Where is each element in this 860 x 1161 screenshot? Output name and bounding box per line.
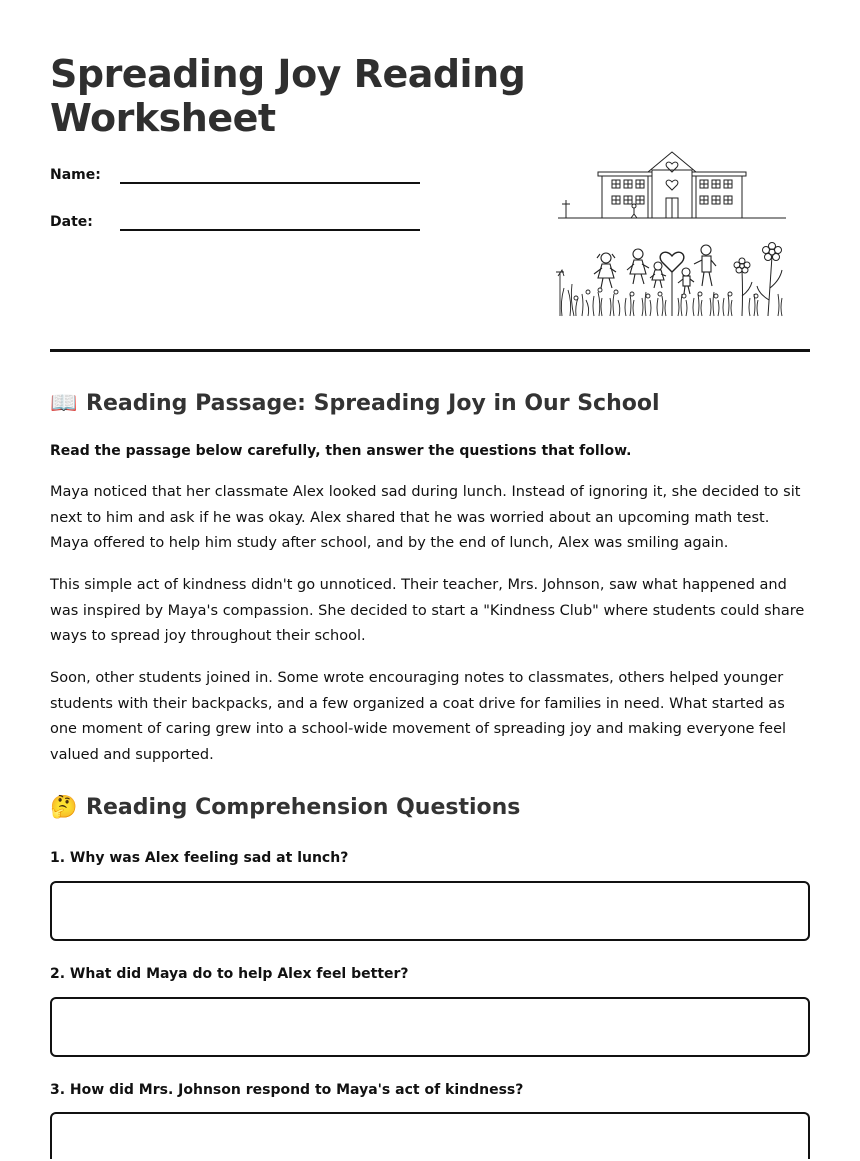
questions-heading — [50, 794, 520, 822]
header-divider — [50, 349, 810, 352]
question-3: 3. How did Mrs. Johnson respond to Maya's act of kindness? — [50, 1082, 524, 1098]
name-label: Name: — [50, 167, 101, 183]
answer-box-2[interactable] — [50, 997, 810, 1057]
name-input-line[interactable] — [120, 182, 420, 184]
name-field-row — [50, 166, 420, 190]
question-1: 1. Why was Alex feeling sad at lunch? — [50, 850, 349, 866]
book-icon: 📖 — [50, 391, 78, 416]
passage-instructions: Read the passage below carefully, then answer the questions that follow. — [50, 443, 632, 459]
passage-paragraph-1: Maya noticed that her classmate Alex looked sad during lunch. Instead of ignoring it, she decided to sit next to him and ask if he was okay. Alex shared that he was worried about an upcoming math test. Maya offered to help him study after school, and by the end of lunch, Alex was smiling again. — [50, 484, 801, 551]
passage-heading — [50, 390, 660, 418]
date-input-line[interactable] — [120, 229, 420, 231]
questions-heading-text: Reading Comprehension Questions — [86, 795, 521, 820]
question-2: 2. What did Maya do to help Alex feel better? — [50, 966, 409, 982]
answer-box-1[interactable] — [50, 881, 810, 941]
school-children-flowers-illustration — [554, 148, 790, 320]
date-field-row — [50, 213, 420, 237]
thinking-face-icon: 🤔 — [50, 795, 78, 820]
passage-paragraph-2: This simple act of kindness didn't go unnoticed. Their teacher, Mrs. Johnson, saw what happened and was inspired by Maya's compassion. She decided to start a "Kindness Club" where students could share ways to spread joy throughout their school. — [50, 577, 805, 644]
passage-paragraph-3: Soon, other students joined in. Some wrote encouraging notes to classmates, others helped younger students with their backpacks, and a few organized a coat drive for families in need. What started as one moment of caring grew into a school-wide movement of spreading joy and making everyone feel valued and supported. — [50, 670, 787, 763]
date-label: Date: — [50, 214, 93, 230]
passage-heading-text: Reading Passage: Spreading Joy in Our School — [86, 391, 660, 416]
answer-box-3[interactable] — [50, 1112, 810, 1159]
page-title: Spreading Joy Reading Worksheet — [50, 52, 526, 140]
